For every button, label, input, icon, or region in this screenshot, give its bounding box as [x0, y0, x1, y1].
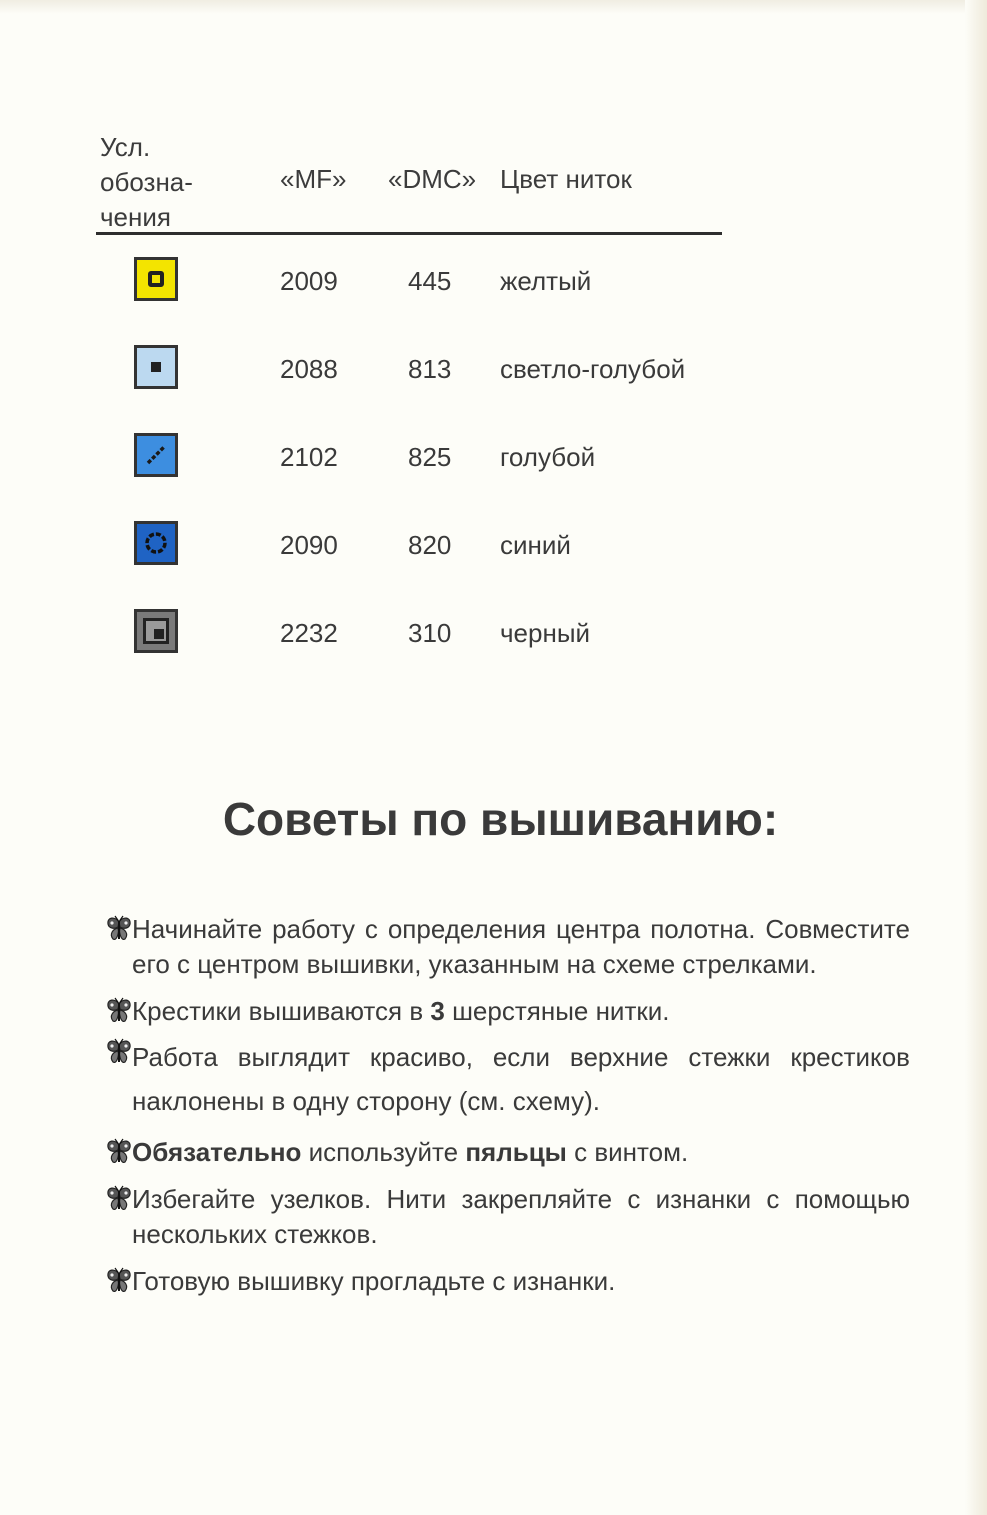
- dmc-code: 813: [408, 354, 452, 384]
- legend-row: [96, 587, 722, 675]
- header-symbol: [100, 130, 230, 235]
- page-top-edge: [0, 0, 987, 14]
- mf-code: 2088: [280, 354, 338, 384]
- dmc-code: 310: [408, 618, 452, 648]
- tip-bold: 3: [430, 996, 445, 1026]
- thread-legend-table: [96, 124, 722, 675]
- tip-text: используйте: [301, 1137, 466, 1167]
- blue-diagonal-symbol: [134, 433, 178, 477]
- butterfly-bullet-icon: [104, 1184, 134, 1214]
- legend-row: [96, 323, 722, 411]
- butterfly-bullet-icon: [104, 1266, 134, 1296]
- tip-text: Готовую вышивку прогладьте с изнанки.: [132, 1266, 616, 1296]
- header-symbol-line: обозна-: [100, 167, 193, 197]
- legend-row: [96, 499, 722, 587]
- tip-bold: Обязательно: [132, 1137, 302, 1167]
- butterfly-bullet-icon: [104, 1137, 134, 1167]
- tip-item: [104, 1182, 910, 1252]
- tip-text: Крестики вышиваются в: [132, 996, 431, 1026]
- tips-list: [104, 912, 910, 1311]
- thread-color: синий: [500, 530, 571, 560]
- tips-title: Советы по вышиванию:: [222, 793, 779, 845]
- yellow-circle-symbol: [134, 257, 178, 301]
- header-mf: «MF»: [280, 164, 347, 194]
- thread-color: голубой: [500, 442, 596, 472]
- header-symbol-line: чения: [100, 202, 171, 232]
- thread-color: светло-голубой: [500, 354, 686, 384]
- mf-code: 2232: [280, 618, 338, 648]
- butterfly-bullet-icon: [104, 914, 134, 944]
- tip-item: [104, 1035, 910, 1123]
- header-symbol-line: Усл.: [100, 132, 151, 162]
- tip-item: [104, 994, 910, 1029]
- light-blue-dot-symbol: [134, 345, 178, 389]
- legend-header: [96, 124, 722, 235]
- header-dmc: «DMC»: [388, 164, 477, 194]
- page-right-edge: [965, 0, 987, 1515]
- mf-code: 2102: [280, 442, 338, 472]
- tip-item: [104, 1264, 910, 1299]
- thread-color: желтый: [500, 266, 592, 296]
- legend-row: [96, 411, 722, 499]
- mf-code: 2090: [280, 530, 338, 560]
- dmc-code: 825: [408, 442, 452, 472]
- tip-text: Работа выглядит красиво, если верхние стежки крестиков наклонены в одну сторону (см. схему).: [132, 1042, 910, 1116]
- tip-item: [104, 912, 910, 982]
- dark-blue-ring-symbol: [134, 521, 178, 565]
- tip-item: [104, 1135, 910, 1170]
- mf-code: 2009: [280, 266, 338, 296]
- dmc-code: 445: [408, 266, 452, 296]
- thread-color: черный: [500, 618, 591, 648]
- butterfly-bullet-icon: [104, 1037, 134, 1067]
- header-color: Цвет ниток: [500, 164, 632, 194]
- tip-text: Избегайте узелков. Нити закрепляйте с изнанки с помощью нескольких стежков.: [132, 1184, 910, 1249]
- black-square-symbol: [134, 609, 178, 653]
- dmc-code: 820: [408, 530, 452, 560]
- tip-text: Начинайте работу с определения центра полотна. Совместите его с центром вышивки, указанным на схеме стрелками.: [132, 914, 910, 979]
- butterfly-bullet-icon: [104, 996, 134, 1026]
- tip-text: с винтом.: [566, 1137, 689, 1167]
- tip-bold: пяльцы: [465, 1137, 567, 1167]
- legend-row: [96, 235, 722, 323]
- tip-text: шерстяные нитки.: [444, 996, 670, 1026]
